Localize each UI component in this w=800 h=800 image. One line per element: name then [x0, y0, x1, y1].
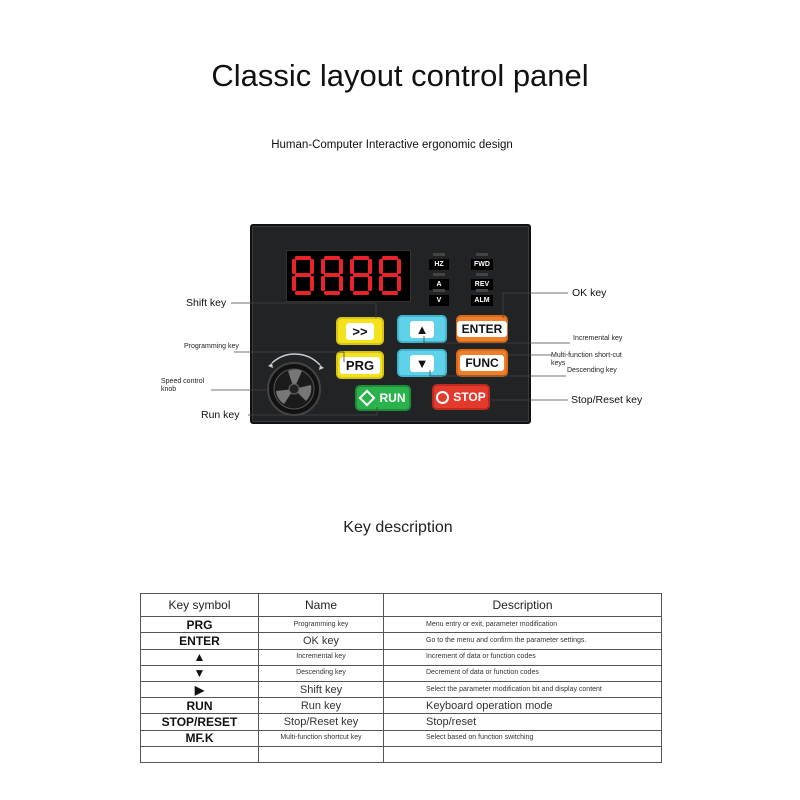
- indicator-led-v: [433, 289, 445, 292]
- down-arrow-icon: ▼: [410, 355, 435, 372]
- page-subtitle: Human-Computer Interactive ergonomic design: [271, 139, 513, 151]
- digit-segment: [350, 276, 354, 291]
- digit-segment: [324, 256, 340, 260]
- callout-multi-function: Multi-function short-cut keys: [551, 352, 622, 367]
- digit-segment: [379, 276, 383, 291]
- increment-key[interactable]: [397, 315, 447, 343]
- callout-programming-key: Programming key: [184, 343, 239, 350]
- header-description: Description: [384, 594, 662, 617]
- digit-segment: [397, 259, 401, 274]
- digit-segment: [382, 291, 398, 295]
- indicator-led-hz: [433, 253, 445, 256]
- row-symbol: MF.K: [141, 730, 259, 746]
- row-name: Programming key: [259, 617, 384, 633]
- digit-segment: [324, 291, 340, 295]
- digit-segment: [292, 259, 296, 274]
- callout-stop-reset-key: Stop/Reset key: [571, 394, 643, 406]
- indicator-led-alm: [476, 289, 488, 292]
- table-row: [141, 698, 662, 714]
- display-digit-4: [378, 255, 402, 295]
- prg-key-label: PRG: [340, 357, 380, 374]
- row-symbol: RUN: [141, 698, 259, 714]
- digit-segment: [350, 259, 354, 274]
- digit-segment: [321, 276, 325, 291]
- header-key-symbol: Key symbol: [141, 594, 259, 617]
- key-description-heading: Key description: [343, 519, 453, 536]
- indicator-hz: HZ: [429, 259, 449, 270]
- table-row: [141, 649, 662, 665]
- digit-segment: [321, 259, 325, 274]
- callout-ok-key: OK key: [572, 287, 607, 299]
- digit-segment: [353, 273, 369, 277]
- digit-segment: [324, 273, 340, 277]
- stop-key-label: STOP: [453, 390, 486, 404]
- digit-segment: [310, 259, 314, 274]
- page-title: Classic layout control panel: [211, 58, 589, 93]
- row-symbol: ▶: [141, 682, 259, 698]
- table-row: [141, 730, 662, 746]
- speed-control-knob[interactable]: [258, 349, 330, 421]
- digit-segment: [368, 259, 372, 274]
- row-symbol: PRG: [141, 617, 259, 633]
- up-arrow-icon: ▲: [410, 321, 435, 338]
- func-key-label: FUNC: [460, 355, 503, 371]
- shift-key[interactable]: [336, 317, 384, 345]
- enter-key-label: ENTER: [457, 321, 508, 337]
- row-name: Stop/Reset key: [259, 714, 384, 730]
- row-name: Descending key: [259, 665, 384, 681]
- row-desc: Keyboard operation mode: [384, 698, 662, 714]
- shift-key-label: >>: [346, 323, 373, 340]
- indicator-led-rev: [476, 273, 488, 276]
- row-symbol: ENTER: [141, 633, 259, 649]
- digit-segment: [397, 276, 401, 291]
- table-row: [141, 682, 662, 698]
- header-name: Name: [259, 594, 384, 617]
- table-row: [141, 665, 662, 681]
- indicator-led-a: [433, 273, 445, 276]
- key-table: [140, 593, 662, 763]
- table-header-row: [141, 594, 662, 617]
- row-name: OK key: [259, 633, 384, 649]
- digit-segment: [339, 276, 343, 291]
- indicator-rev: REV: [471, 279, 493, 290]
- row-symbol: [141, 746, 259, 762]
- row-desc: Select based on function switching: [384, 730, 662, 746]
- decrement-key[interactable]: [397, 349, 447, 377]
- digit-segment: [353, 291, 369, 295]
- run-key[interactable]: [355, 385, 411, 411]
- digit-segment: [382, 256, 398, 260]
- run-diamond-icon: [358, 390, 375, 407]
- callout-shift-key: Shift key: [186, 297, 227, 309]
- table-row: [141, 633, 662, 649]
- display-digit-3: [349, 255, 373, 295]
- indicator-v: V: [429, 295, 449, 306]
- indicator-alm: ALM: [471, 295, 493, 306]
- digit-segment: [295, 291, 311, 295]
- row-name: Multi-function shortcut key: [259, 730, 384, 746]
- digit-segment: [382, 273, 398, 277]
- indicator-led-fwd: [476, 253, 488, 256]
- run-key-label: RUN: [379, 391, 406, 405]
- digit-segment: [295, 256, 311, 260]
- callout-speed-knob: Speed control knob: [161, 378, 205, 393]
- callout-run-key: Run key: [201, 409, 240, 421]
- row-name: Run key: [259, 698, 384, 714]
- digit-segment: [310, 276, 314, 291]
- row-symbol: ▲: [141, 649, 259, 665]
- digit-segment: [292, 276, 296, 291]
- display-digit-1: [291, 255, 315, 295]
- row-desc: Increment of data or function codes: [384, 649, 662, 665]
- indicator-a: A: [429, 279, 449, 290]
- digit-segment: [339, 259, 343, 274]
- display-digit-2: [320, 255, 344, 295]
- row-desc: Select the parameter modification bit and display content: [384, 682, 662, 698]
- digit-segment: [368, 276, 372, 291]
- table-row: [141, 746, 662, 762]
- digit-segment: [295, 273, 311, 277]
- stop-circle-icon: [436, 391, 449, 404]
- row-name: Shift key: [259, 682, 384, 698]
- callout-descending-key: Descending key: [567, 367, 617, 374]
- digit-segment: [379, 259, 383, 274]
- row-desc: Menu entry or exit, parameter modification: [384, 617, 662, 633]
- prg-key[interactable]: [336, 351, 384, 379]
- row-name: Incremental key: [259, 649, 384, 665]
- row-symbol: ▼: [141, 665, 259, 681]
- callout-incremental-key: Incremental key: [573, 335, 623, 342]
- row-name: [259, 746, 384, 762]
- row-desc: Decrement of data or function codes: [384, 665, 662, 681]
- row-desc: Go to the menu and confirm the parameter settings.: [384, 633, 662, 649]
- row-desc: Stop/reset: [384, 714, 662, 730]
- digit-segment: [353, 256, 369, 260]
- stop-key[interactable]: [432, 384, 490, 410]
- func-key[interactable]: [456, 349, 508, 377]
- table-row: [141, 714, 662, 730]
- row-symbol: STOP/RESET: [141, 714, 259, 730]
- enter-key[interactable]: [456, 315, 508, 343]
- indicator-fwd: FWD: [471, 259, 493, 270]
- row-desc: [384, 746, 662, 762]
- table-row: [141, 617, 662, 633]
